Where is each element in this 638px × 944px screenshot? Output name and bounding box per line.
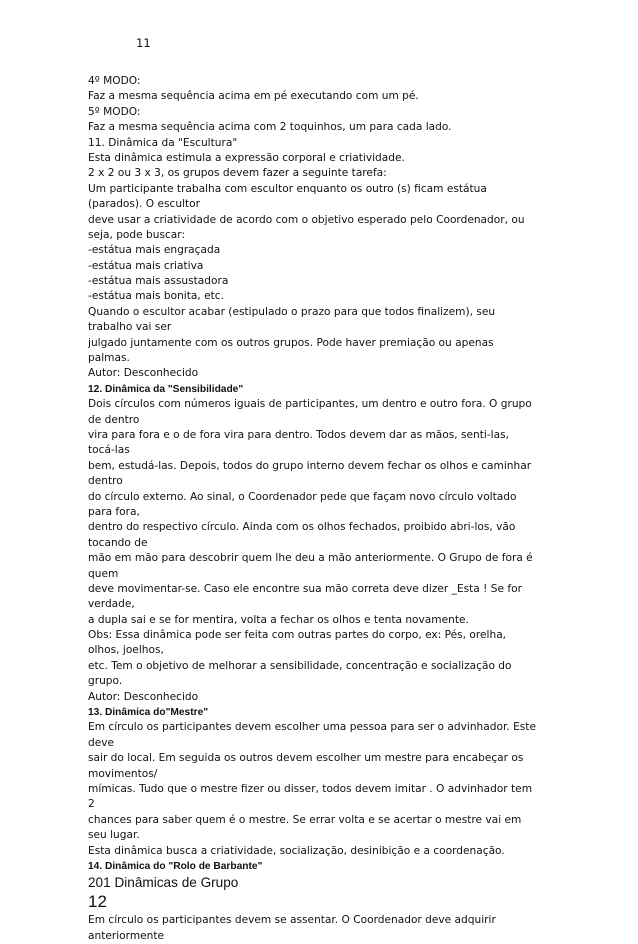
text-line: Obs: Essa dinâmica pode ser feita com outras partes do corpo, ex: Pés, orelha, bbox=[88, 629, 507, 642]
text-line: quem bbox=[88, 567, 119, 580]
text-line: Autor: Desconhecido bbox=[88, 367, 199, 380]
text-line: grupo. bbox=[88, 675, 123, 688]
text-line: Esta dinâmica estimula a expressão corporal e criatividade. bbox=[88, 151, 405, 164]
text-line: mímicas. Tudo que o mestre fizer ou disser, todos devem imitar . O advinhador tem bbox=[88, 782, 533, 795]
text-line: -estátua mais criativa bbox=[88, 259, 204, 272]
text-line: vira para fora e o de fora vira para dentro. Todos devem dar as mãos, senti-las, bbox=[88, 428, 509, 441]
text-line: -estátua mais bonita, etc. bbox=[88, 290, 224, 303]
text-line: -estátua mais engraçada bbox=[88, 244, 221, 257]
text-line: Faz a mesma sequência acima em pé executando com um pé. bbox=[88, 90, 419, 103]
section-heading: 14. Dinâmica do "Rolo de Barbante" bbox=[88, 860, 263, 872]
text-line: Esta dinâmica busca a criatividade, socialização, desinibição e a coordenação. bbox=[88, 844, 505, 857]
text-line: -estátua mais assustadora bbox=[88, 275, 229, 288]
text-line: olhos, joelhos, bbox=[88, 644, 164, 657]
page-number-bottom: 12 bbox=[88, 892, 107, 912]
text-line: 11. Dinâmica da "Escultura" bbox=[88, 136, 238, 149]
text-line: 2 x 2 ou 3 x 3, os grupos devem fazer a seguinte tarefa: bbox=[88, 167, 387, 180]
text-line: verdade, bbox=[88, 598, 135, 611]
text-line: trabalho vai ser bbox=[88, 321, 172, 334]
text-line: 4º MODO: bbox=[88, 75, 141, 87]
running-footer-title: 201 Dinâmicas de Grupo bbox=[88, 875, 239, 891]
text-line: Em círculo os participantes devem se assentar. O Coordenador deve adquirir bbox=[88, 914, 496, 927]
text-line: chances para saber quem é o mestre. Se errar volta e se acertar o mestre vai em bbox=[88, 813, 522, 826]
text-line: sair do local. Em seguida os outros devem escolher um mestre para encabeçar os bbox=[88, 752, 524, 765]
section-heading: 12. Dinâmica da "Sensibilidade" bbox=[88, 383, 244, 395]
text-line: Um participante trabalha com escultor enquanto os outro (s) ficam estátua bbox=[88, 182, 487, 195]
text-line: (parados). O escultor bbox=[88, 198, 201, 211]
text-line: de dentro bbox=[88, 413, 140, 426]
text-line: Quando o escultor acabar (estipulado o prazo para que todos finalizem), seu bbox=[88, 305, 496, 318]
text-line: tocá-las bbox=[88, 444, 130, 457]
text-line: tocando de bbox=[88, 536, 148, 549]
text-line: Dois círculos com números iguais de participantes, um dentro e outro fora. O grupo bbox=[88, 398, 532, 411]
text-line: julgado juntamente com os outros grupos. Pode haver premiação ou apenas bbox=[88, 336, 494, 349]
text-line: 5º MODO: bbox=[88, 105, 141, 118]
text-line: 2 bbox=[88, 798, 95, 811]
text-line: mão em mão para descobrir quem lhe deu a mão anteriormente. O Grupo de fora é bbox=[88, 552, 533, 565]
text-line: etc. Tem o objetivo de melhorar a sensibilidade, concentração e socialização do bbox=[88, 659, 512, 672]
text-line: deve bbox=[88, 736, 115, 749]
continued-text bbox=[88, 913, 558, 944]
text-line: do círculo externo. Ao sinal, o Coordenador pede que façam novo círculo voltado bbox=[88, 490, 517, 503]
body-text bbox=[88, 74, 558, 874]
text-line: deve usar a criatividade de acordo com o objetivo esperado pelo Coordenador, ou bbox=[88, 213, 525, 226]
text-line: palmas. bbox=[88, 352, 130, 365]
text-line: seja, pode buscar: bbox=[88, 228, 186, 241]
text-line: Autor: Desconhecido bbox=[88, 690, 199, 703]
text-line: bem, estudá-las. Depois, todos do grupo interno devem fechar os olhos e caminhar bbox=[88, 459, 532, 472]
text-line: seu lugar. bbox=[88, 829, 140, 842]
section-heading: 13. Dinâmica do"Mestre" bbox=[88, 707, 209, 719]
page-content bbox=[88, 74, 558, 944]
page-number-top: 11 bbox=[136, 36, 151, 50]
text-line: anteriormente bbox=[88, 929, 165, 942]
text-line: Em círculo os participantes devem escolher uma pessoa para ser o advinhador. Este bbox=[88, 721, 536, 734]
text-line: movimentos/ bbox=[88, 767, 158, 780]
text-line: Faz a mesma sequência acima com 2 toquinhos, um para cada lado. bbox=[88, 121, 452, 134]
text-line: dentro do respectivo círculo. Ainda com os olhos fechados, proibido abri-los, vão bbox=[88, 521, 516, 534]
text-line: para fora, bbox=[88, 505, 140, 518]
text-line: dentro bbox=[88, 475, 123, 488]
text-line: deve movimentar-se. Caso ele encontre sua mão correta deve dizer _Esta ! Se for bbox=[88, 582, 522, 595]
text-line: a dupla sai e se for mentira, volta a fechar os olhos e tenta novamente. bbox=[88, 613, 469, 626]
